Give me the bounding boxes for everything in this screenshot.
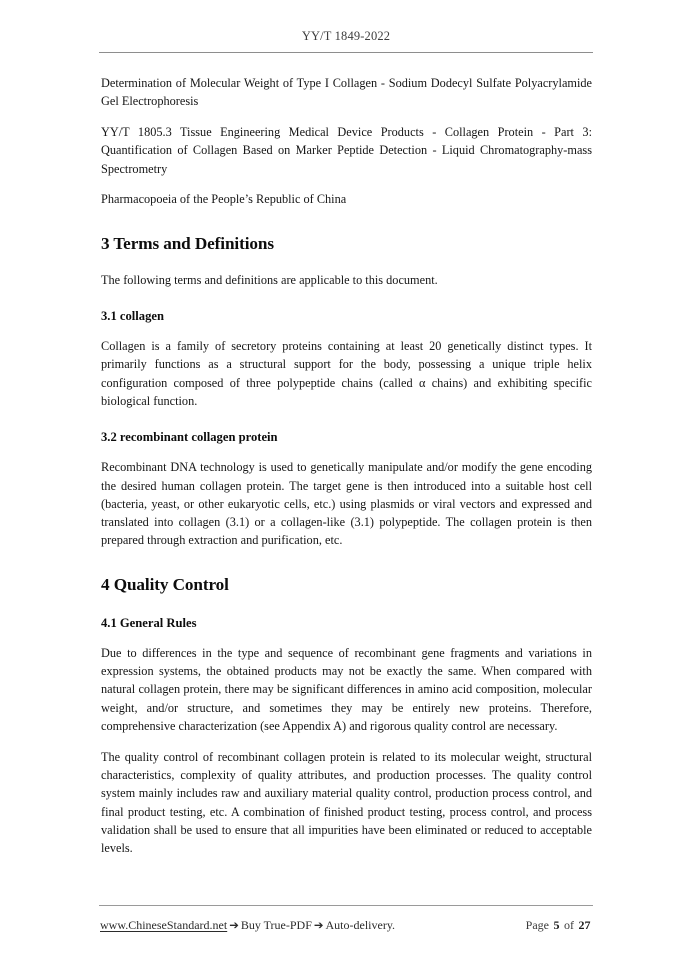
- header-standard-code: YY/T 1849-2022: [301, 29, 391, 43]
- reference-item-3: Pharmacopoeia of the People’s Republic of China: [101, 192, 347, 207]
- arrow-right-icon-2: ➔: [313, 918, 324, 932]
- of-label: of: [564, 918, 574, 932]
- page-number-indicator: [524, 915, 593, 935]
- section-heading-4: 4 Quality Control: [101, 574, 229, 594]
- subsection-heading-3-1: 3.1 collagen: [101, 309, 164, 324]
- section-3-intro: The following terms and definitions are applicable to this document.: [101, 272, 438, 287]
- section-heading-3: 3 Terms and Definitions: [101, 233, 274, 253]
- footer-website-link[interactable]: www.ChineseStandard.net: [100, 918, 228, 932]
- reference-item-2: YY/T 1805.3 Tissue Engineering Medical Device Products - Collagen Protein - Part 3: Quantification of Collagen Based on Marker Peptide Detection - Liquid Chromatography-mass Spectrometry: [101, 125, 592, 176]
- footer-promo: [100, 915, 395, 935]
- page-header: [99, 28, 593, 44]
- header-divider: [99, 52, 593, 53]
- footer-promo-text-1: Buy True-PDF: [240, 918, 312, 932]
- subsection-3-1-body: Collagen is a family of secretory proteins containing at least 20 genetically distinct types. It primarily functions as a structural support for the body, possessing a unique triple helix configuration composed of three polypeptide chains (called α chains) and exhibiting specific biological function.: [101, 339, 592, 408]
- arrow-right-icon-1: ➔: [229, 918, 239, 932]
- total-page-count: 27: [578, 918, 591, 932]
- subsection-heading-3-2: 3.2 recombinant collagen protein: [101, 430, 278, 445]
- subsection-heading-4-1: 4.1 General Rules: [101, 615, 197, 630]
- current-page-number: 5: [553, 918, 560, 932]
- page-label: Page: [525, 918, 549, 932]
- subsection-3-2-body: Recombinant DNA technology is used to genetically manipulate and/or modify the gene encoding the desired human collagen protein. The target gene is then introduced into a suitable host cell (bacteria, yeast, or other eukaryotic cells, etc.) using plasmids or viral vectors and expressed and translated into collagen (3.1) or a collagen-like (3.1) polypeptide. The collagen protein is then prepared through extraction and purification, etc.: [101, 460, 592, 548]
- page-footer: [99, 915, 593, 935]
- footer-promo-text-2: Auto-delivery.: [325, 918, 396, 932]
- subsection-4-1-body-paragraph-1: Due to differences in the type and sequence of recombinant gene fragments and variations in expression systems, the obtained products may not be exactly the same. When compared with natural collagen protein, there may be significant differences in amino acid composition, molecular weight, and/or structure, and sometimes they may be entirely new proteins. Therefore, comprehensive characterization (see Appendix A) and rigorous quality control are necessary.: [101, 645, 592, 733]
- page-content: [101, 74, 592, 858]
- subsection-4-1-body-paragraph-2: The quality control of recombinant collagen protein is related to its molecular weight, structural characteristics, complexity of quality attributes, and production processes. The quality control system mainly includes raw and auxiliary material quality control, production process control, and final product testing, etc. A combination of finished product testing, process control, and process validation shall be used to ensure that all impurities have been eliminated or reduced to acceptable levels.: [101, 749, 592, 856]
- reference-item-1: Determination of Molecular Weight of Type I Collagen - Sodium Dodecyl Sulfate Polyacrylamide Gel Electrophoresis: [101, 76, 592, 109]
- footer-divider: [99, 905, 593, 906]
